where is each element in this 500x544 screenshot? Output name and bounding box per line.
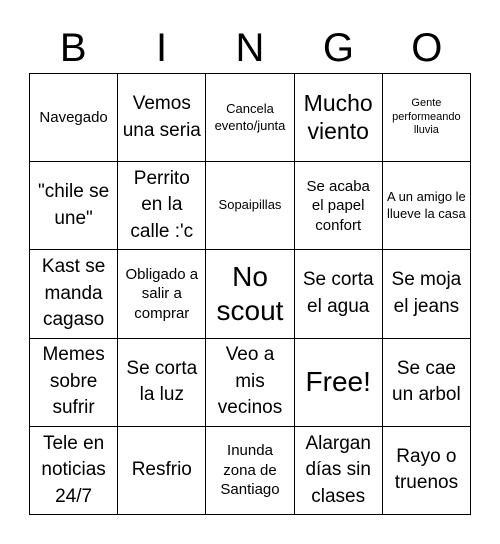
header-letter-i: I [156,26,168,70]
bingo-header [29,22,471,74]
bingo-cell[interactable]: Se moja el jeans [383,250,471,338]
header-letter-b: B [59,26,87,70]
bingo-cell[interactable]: Resfrio [118,427,206,515]
bingo-cell[interactable]: Gente performeando lluvia [383,74,471,162]
bingo-cell[interactable]: No scout [206,250,294,338]
bingo-cell[interactable]: A un amigo le llueve la casa [383,162,471,250]
header-letter-o: O [411,26,443,70]
bingo-cell[interactable]: Perrito en la calle :'c [118,162,206,250]
bingo-cell[interactable]: Inunda zona de Santiago [206,427,294,515]
bingo-cell[interactable]: Obligado a salir a comprar [118,250,206,338]
bingo-cell[interactable]: Kast se manda cagaso [30,250,118,338]
bingo-cell[interactable]: Navegado [30,74,118,162]
bingo-cell[interactable]: Vemos una seria [118,74,206,162]
bingo-cell[interactable]: Cancela evento/junta [206,74,294,162]
bingo-cell[interactable]: Se corta el agua [295,250,383,338]
bingo-cell[interactable]: Memes sobre sufrir [30,339,118,427]
bingo-cell[interactable]: Se acaba el papel confort [295,162,383,250]
bingo-cell[interactable]: Mucho viento [295,74,383,162]
bingo-cell[interactable]: Se corta la luz [118,339,206,427]
bingo-cell[interactable]: Veo a mis vecinos [206,339,294,427]
bingo-cell[interactable]: Alargan días sin clases [295,427,383,515]
bingo-cell[interactable]: Se cae un arbol [383,339,471,427]
bingo-cell[interactable]: "chile se une" [30,162,118,250]
bingo-cell[interactable]: Tele en noticias 24/7 [30,427,118,515]
bingo-cell[interactable]: Sopaipillas [206,162,294,250]
header-letter-g: G [322,26,354,70]
bingo-cell-free[interactable]: Free! [295,339,383,427]
bingo-board [29,73,471,515]
bingo-cell[interactable]: Rayo o truenos [383,427,471,515]
header-letter-n: N [235,26,265,70]
